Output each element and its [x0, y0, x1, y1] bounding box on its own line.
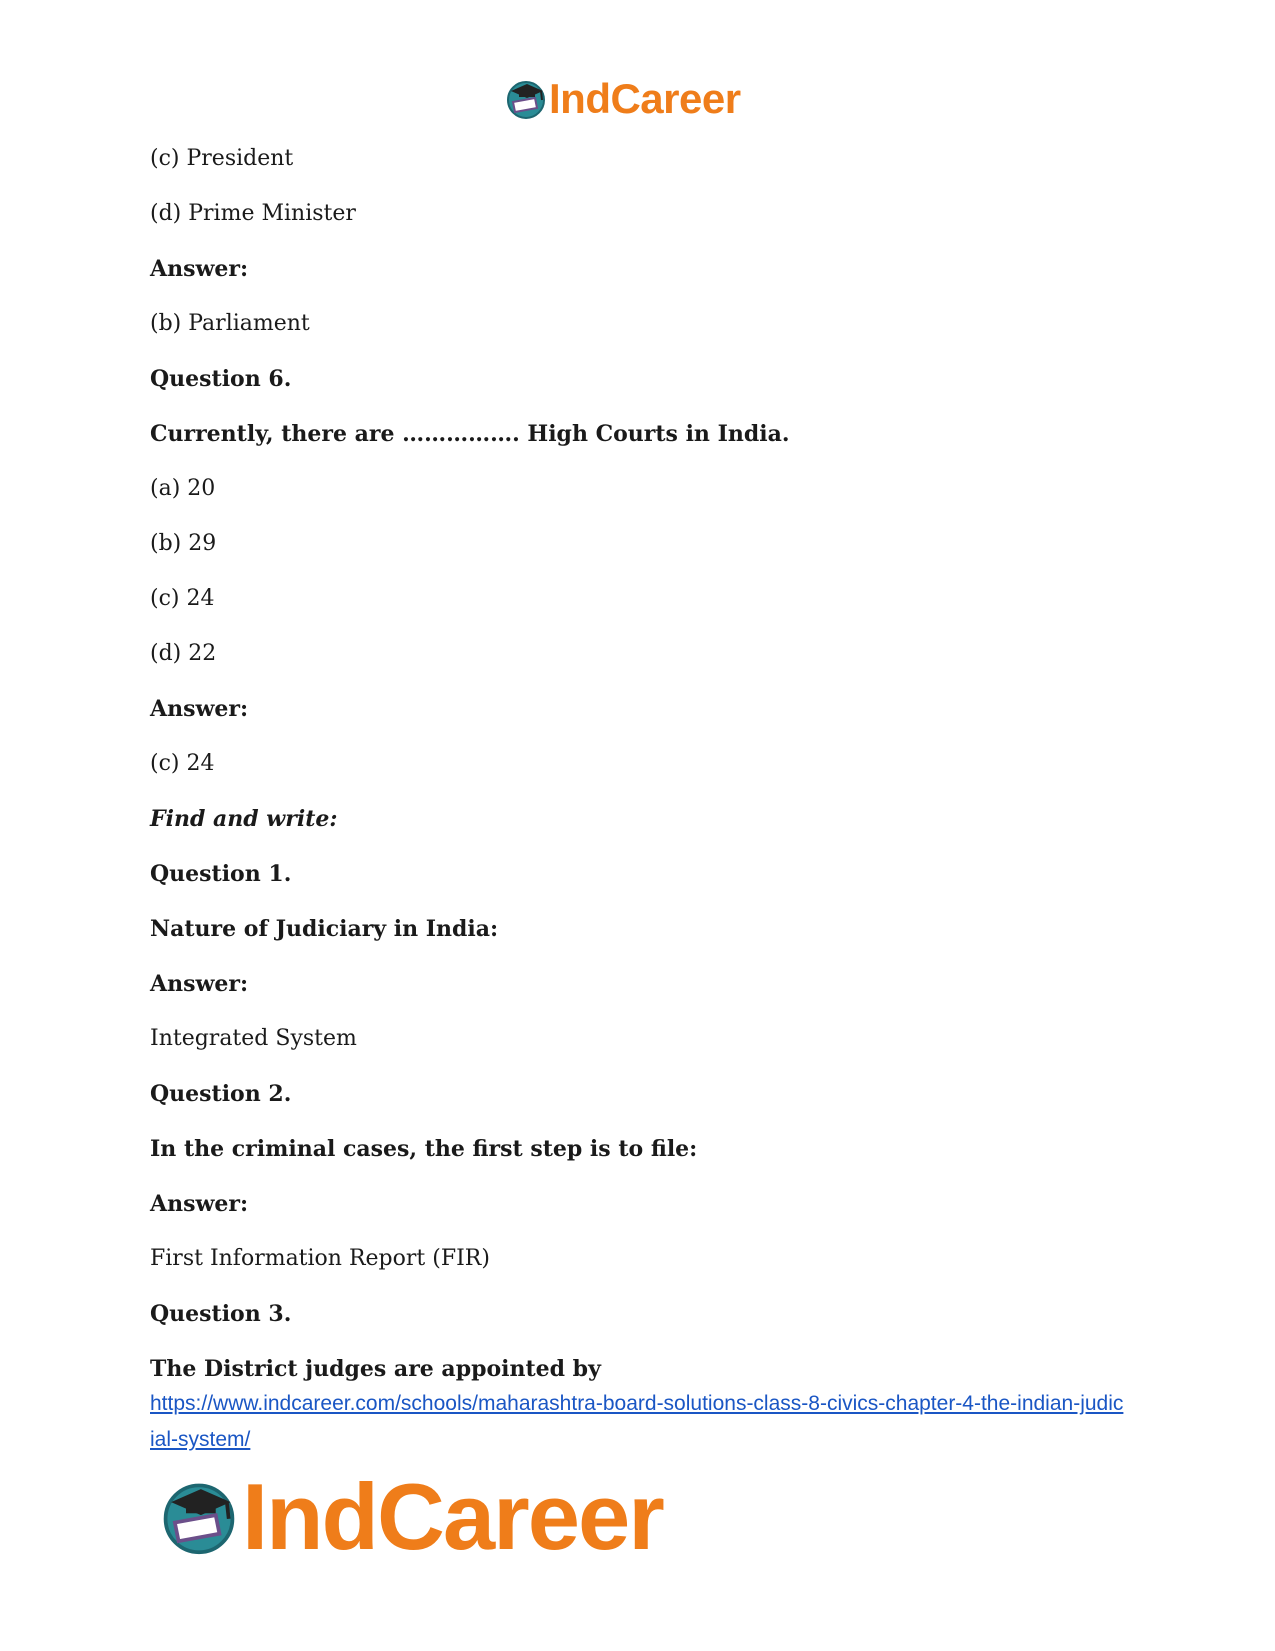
text-line: (d) Prime Minister: [150, 201, 356, 226]
text-line: (b) 29: [150, 531, 217, 556]
text-line: (c) President: [150, 146, 294, 171]
source-link[interactable]: https://www.indcareer.com/schools/maharashtra-board-solutions-class-8-civics-chapter-4-the-indian-judicial-system/: [150, 1392, 1124, 1451]
heading-line: In the criminal cases, the first step is to file:: [150, 1136, 698, 1162]
heading-line: Question 2.: [150, 1081, 292, 1107]
header-logo: [505, 75, 741, 122]
text-line: (b) Parliament: [150, 311, 310, 336]
text-line: (d) 22: [150, 641, 217, 666]
heading-line: Nature of Judiciary in India:: [150, 916, 499, 942]
heading-line: The District judges are appointed by: [150, 1356, 601, 1382]
heading-line: Find and write:: [150, 806, 338, 832]
graduation-globe-icon: [160, 1478, 238, 1556]
text-lines: [150, 146, 1130, 1382]
text-line: Integrated System: [150, 1026, 357, 1051]
text-line: (c) 24: [150, 751, 215, 776]
logo-text: IndCareer: [242, 1464, 663, 1569]
text-line: (c) 24: [150, 586, 215, 611]
footer-logo: [160, 1464, 663, 1569]
document-body: [150, 146, 1130, 1458]
heading-line: Currently, there are ……………. High Courts in India.: [150, 421, 790, 447]
text-line: First Information Report (FIR): [150, 1246, 490, 1271]
heading-line: Question 6.: [150, 366, 292, 392]
heading-line: Answer:: [150, 696, 249, 722]
graduation-globe-icon: [505, 78, 547, 120]
heading-line: Answer:: [150, 1191, 249, 1217]
heading-line: Answer:: [150, 971, 249, 997]
logo-text: IndCareer: [549, 75, 741, 122]
heading-line: Question 1.: [150, 861, 292, 887]
heading-line: Question 3.: [150, 1301, 292, 1327]
text-line: (a) 20: [150, 476, 216, 501]
heading-line: Answer:: [150, 256, 249, 282]
